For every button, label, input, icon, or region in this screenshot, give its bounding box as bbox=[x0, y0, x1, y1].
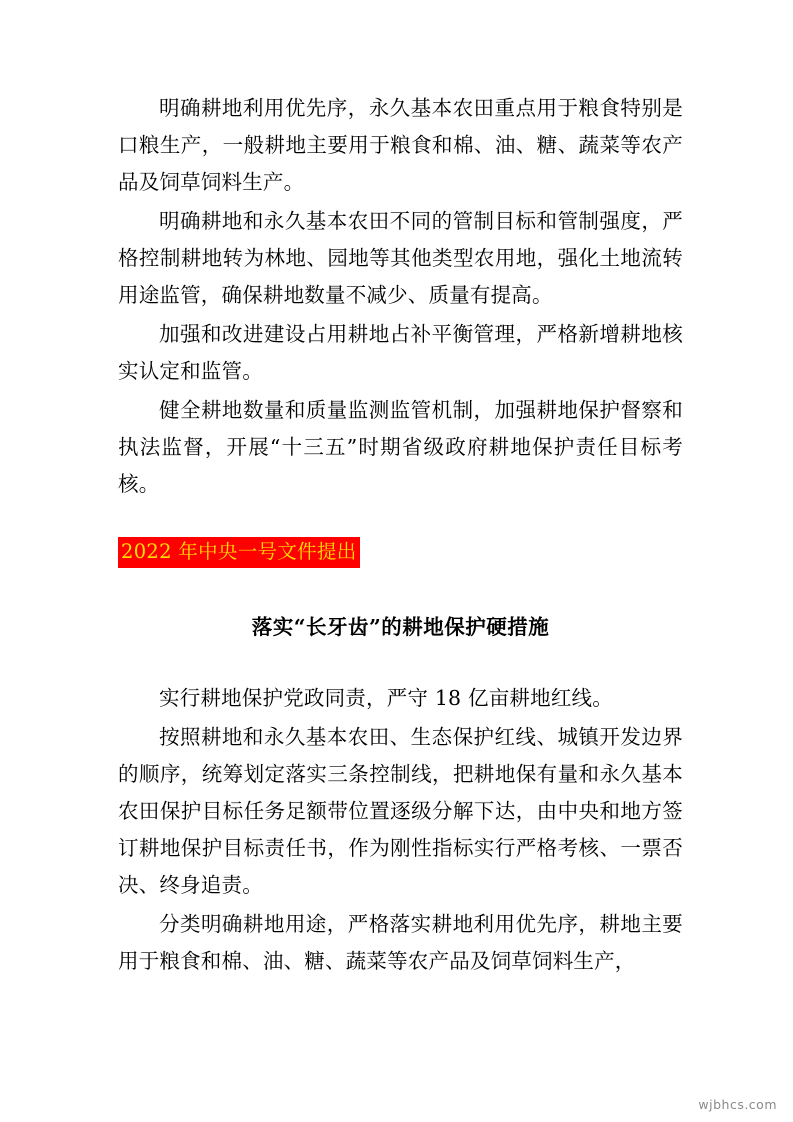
paragraph: 实行耕地保护党政同责，严守 18 亿亩耕地红线。 bbox=[159, 686, 613, 710]
highlighted-label: 2022 年中央一号文件提出 bbox=[118, 537, 360, 568]
document-body bbox=[118, 90, 683, 980]
watermark: wjbhcs.com bbox=[698, 1097, 777, 1112]
paragraph: 明确耕地利用优先序，永久基本农田重点用于粮食特别是口粮生产，一般耕地主要用于粮食和棉、油、糖、蔬菜等农产品及饲草饲料生产。 bbox=[118, 96, 683, 194]
paragraph: 分类明确耕地用途，严格落实耕地利用优先序，耕地主要用于粮食和棉、油、糖、蔬菜等农产品及饲草饲料生产， bbox=[118, 912, 683, 973]
highlight-block bbox=[118, 537, 683, 568]
paragraph: 健全耕地数量和质量监测监管机制，加强耕地保护督察和执法监督，开展“十三五”时期省级政府耕地保护责任目标考核。 bbox=[118, 398, 683, 496]
paragraph: 加强和改进建设占用耕地占补平衡管理，严格新增耕地核实认定和监管。 bbox=[118, 322, 683, 383]
paragraph: 按照耕地和永久基本农田、生态保护红线、城镇开发边界的顺序，统筹划定落实三条控制线，把耕地保有量和永久基本农田保护目标任务足额带位置逐级分解下达，由中央和地方签订耕地保护目标责任书，作为刚性指标实行严格考核、一票否决、终身追责。 bbox=[118, 725, 683, 897]
section-title: 落实“长牙齿”的耕地保护硬措施 bbox=[251, 615, 550, 639]
paragraph: 明确耕地和永久基本农田不同的管制目标和管制强度，严格控制耕地转为林地、园地等其他类型农用地，强化土地流转用途监管，确保耕地数量不减少、质量有提高。 bbox=[118, 209, 683, 307]
